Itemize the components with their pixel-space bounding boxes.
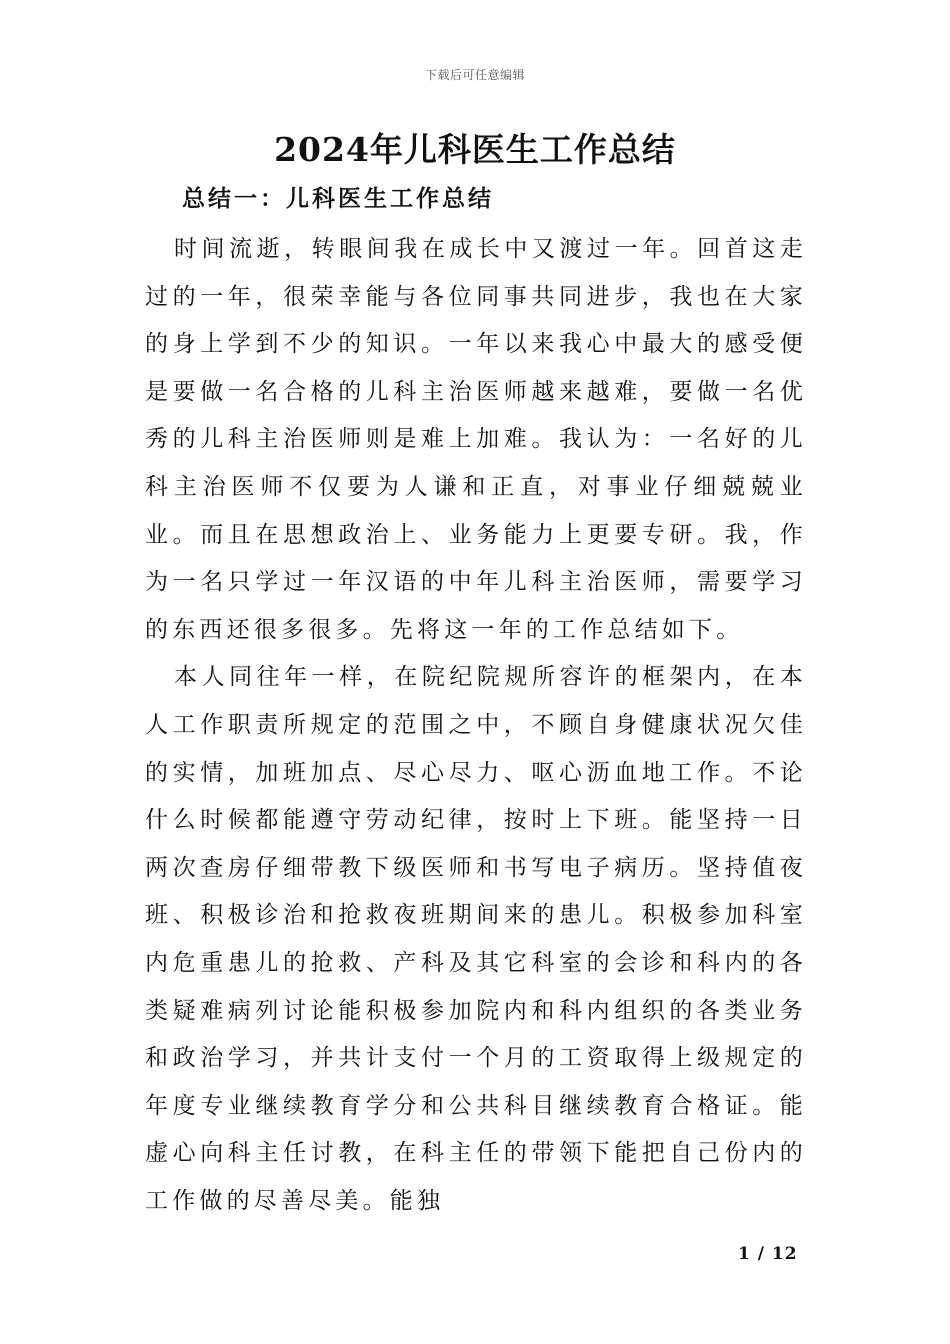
running-header-note: 下载后可任意编辑 bbox=[424, 68, 525, 82]
page-number: 1 / 12 bbox=[738, 1244, 798, 1264]
body-paragraph-2: 本人同往年一样，在院纪院规所容许的框架内，在本人工作职责所规定的范围之中，不顾自身健康状况欠佳的实情，加班加点、尽心尽力、呕心沥血地工作。不论什么时候都能遵守劳动纪律，按时上下班。能坚持一日两次查房仔细带教下级医师和书写电子病历。坚持值夜班、积极诊治和抢救夜班期间来的患儿。积极参加科室内危重患儿的抢救、产科及其它科室的会诊和科内的各类疑难病列讨论能积极参加院内和科内组织的各类业务和政治学习，并共计支付一个月的工资取得上级规定的年度专业继续教育学分和公共科目继续教育合格证。能虚心向科主任讨教，在科主任的带领下能把自己份内的工作做的尽善尽美。能独 bbox=[145, 664, 807, 1214]
body-paragraph-1: 时间流逝，转眼间我在成长中又渡过一年。回首这走过的一年，很荣幸能与各位同事共同进步，我也在大家的身上学到不少的知识。一年以来我心中最大的感受便是要做一名合格的儿科主治医师越来越难，要做一名优秀的儿科主治医师则是难上加难。我认为：一名好的儿科主治医师不仅要为人谦和正直，对事业仔细兢兢业业。而且在思想政治上、业务能力上更要专研。我，作为一名只学过一年汉语的中年儿科主治医师，需要学习的东西还很多很多。先将这一年的工作总结如下。 bbox=[145, 236, 807, 643]
document-title: 2024年儿科医生工作总结 bbox=[274, 130, 676, 169]
document-body bbox=[145, 226, 807, 1225]
section-heading: 总结一：儿科医生工作总结 bbox=[182, 185, 494, 212]
